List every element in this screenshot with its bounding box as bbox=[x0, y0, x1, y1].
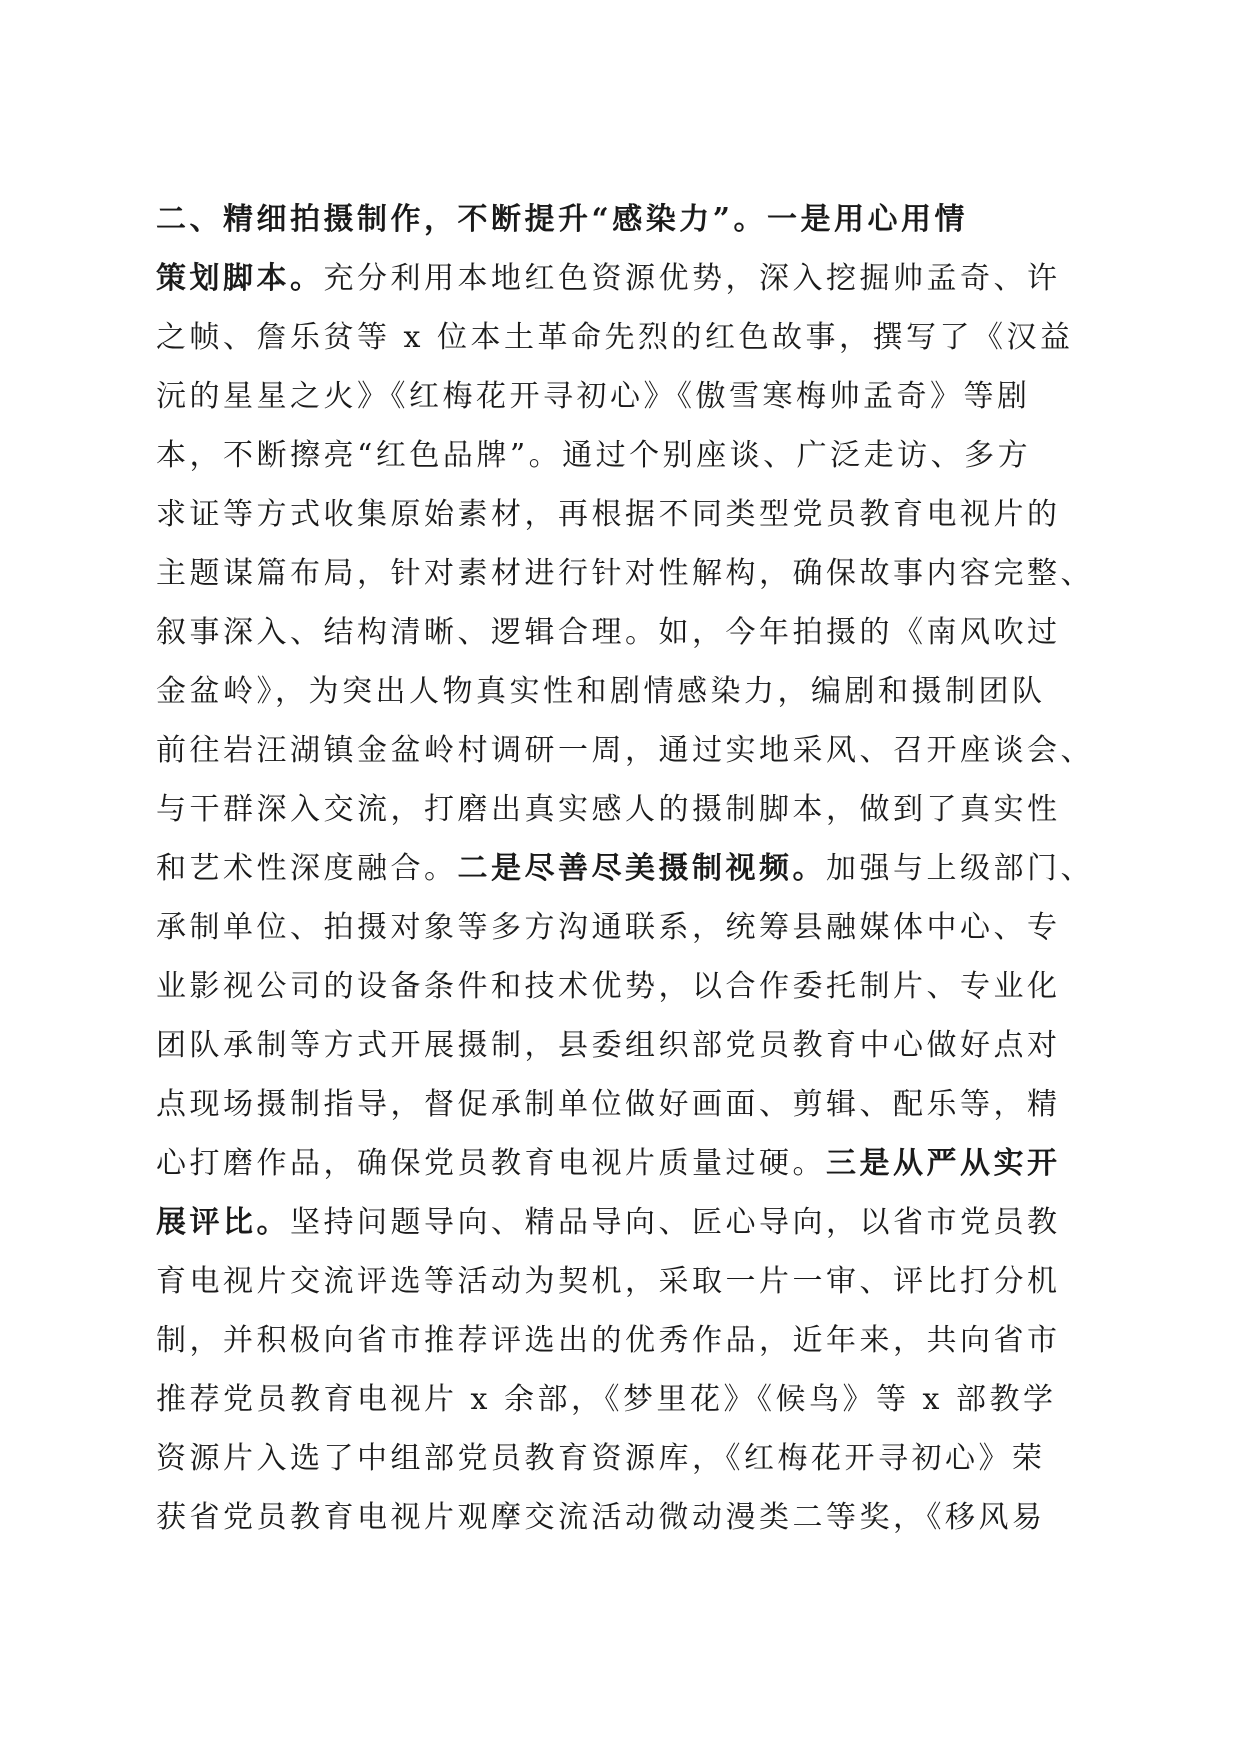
text-segment: 心打磨作品，确保党员教育电视片质量过硬。 bbox=[156, 1146, 826, 1181]
bold-text-segment: 二是尽善尽美摄制视频。 bbox=[457, 851, 826, 886]
text-segment: 前往岩汪湖镇金盆岭村调研一周，通过实地采风、召开座谈会、 bbox=[156, 733, 1094, 768]
text-segment: 金盆岭》，为突出人物真实性和剧情感染力，编剧和摄制团队 bbox=[156, 674, 1046, 709]
body-paragraph bbox=[156, 190, 1094, 1547]
text-segment: 育电视片交流评选等活动为契机，采取一片一审、评比打分机 bbox=[156, 1264, 1061, 1299]
text-line bbox=[156, 1134, 1066, 1193]
text-segment: 坚持问题导向、精品导向、匠心导向，以省市党员教 bbox=[290, 1205, 1061, 1240]
text-line bbox=[156, 780, 1066, 839]
bold-text-segment: 三是从严从实开 bbox=[826, 1146, 1061, 1181]
text-line bbox=[156, 721, 1094, 780]
text-segment: 承制单位、拍摄对象等多方沟通联系，统筹县融媒体中心、专 bbox=[156, 910, 1061, 945]
text-segment: 团队承制等方式开展摄制，县委组织部党员教育中心做好点对 bbox=[156, 1028, 1061, 1063]
bold-text-segment: 策划脚本。 bbox=[156, 261, 324, 296]
text-line bbox=[156, 249, 1066, 308]
text-line bbox=[156, 308, 1074, 367]
text-segment: 求证等方式收集原始素材，再根据不同类型党员教育电视片的 bbox=[156, 497, 1061, 532]
text-segment: 业影视公司的设备条件和技术优势，以合作委托制片、专业化 bbox=[156, 969, 1061, 1004]
text-segment: 获省党员教育电视片观摩交流活动微动漫类二等奖，《移风易 bbox=[156, 1500, 1046, 1535]
text-line bbox=[156, 426, 1066, 485]
text-segment: 资源片入选了中组部党员教育资源库，《红梅花开寻初心》荣 bbox=[156, 1441, 1046, 1476]
text-segment: 和艺术性深度融合。 bbox=[156, 851, 458, 886]
text-line bbox=[156, 1016, 1066, 1075]
text-line bbox=[156, 662, 1066, 721]
text-segment: 点现场摄制指导，督促承制单位做好画面、剪辑、配乐等，精 bbox=[156, 1087, 1061, 1122]
text-line bbox=[156, 1075, 1066, 1134]
text-line bbox=[156, 603, 1066, 662]
text-segment: 本，不断擦亮“红色品牌”。通过个别座谈、广泛走访、多方 bbox=[156, 438, 1032, 473]
text-segment: 之帧、詹乐贫等 x 位本土革命先烈的红色故事，撰写了《汉益 bbox=[156, 320, 1074, 355]
text-line bbox=[156, 1370, 1066, 1429]
text-segment: 加强与上级部门、 bbox=[826, 851, 1094, 886]
text-line bbox=[156, 1311, 1066, 1370]
text-line bbox=[156, 1429, 1066, 1488]
text-line bbox=[156, 1252, 1066, 1311]
text-segment: 充分利用本地红色资源优势，深入挖掘帅孟奇、许 bbox=[323, 261, 1061, 296]
text-segment: 主题谋篇布局，针对素材进行针对性解构，确保故事内容完整、 bbox=[156, 556, 1094, 591]
text-line bbox=[156, 367, 1066, 426]
text-line bbox=[156, 1488, 1066, 1547]
text-segment: 与干群深入交流，打磨出真实感人的摄制脚本，做到了真实性 bbox=[156, 792, 1061, 827]
text-segment: 叙事深入、结构清晰、逻辑合理。如，今年拍摄的《南风吹过 bbox=[156, 615, 1061, 650]
text-line bbox=[156, 544, 1094, 603]
text-line bbox=[156, 485, 1066, 544]
text-line bbox=[156, 1193, 1066, 1252]
bold-text-segment: 二、精细拍摄制作，不断提升“感染力”。一是用心用情 bbox=[156, 202, 969, 237]
text-line bbox=[156, 190, 1066, 249]
text-segment: 沅的星星之火》《红梅花开寻初心》《傲雪寒梅帅孟奇》等剧 bbox=[156, 379, 1031, 414]
text-line bbox=[156, 839, 1094, 898]
text-line bbox=[156, 898, 1066, 957]
text-line bbox=[156, 957, 1066, 1016]
text-segment: 制，并积极向省市推荐评选出的优秀作品，近年来，共向省市 bbox=[156, 1323, 1061, 1358]
bold-text-segment: 展评比。 bbox=[156, 1205, 290, 1240]
text-segment: 推荐党员教育电视片 x 余部，《梦里花》《候鸟》等 x 部教学 bbox=[156, 1382, 1057, 1417]
